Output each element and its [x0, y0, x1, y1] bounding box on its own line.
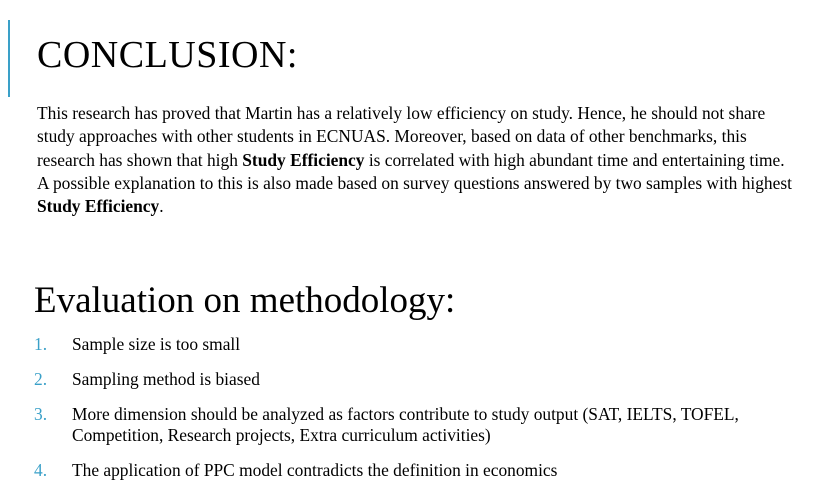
paragraph-text-3: . — [159, 196, 164, 217]
list-number: 3. — [34, 404, 48, 424]
accent-bar — [8, 20, 10, 97]
paragraph-bold-2: Study Efficiency — [37, 196, 160, 217]
list-item — [34, 404, 814, 446]
paragraph-text-1: This research has proved that Martin has a relatively low efficiency on study. Hence, he should not share study approaches with other students in ECNUAS. Moreover, based on data of other benchmarks, this research has shown that high — [37, 103, 766, 170]
paragraph-bold-1: Study Efficiency — [242, 149, 365, 170]
list-text: Sample size is too small — [72, 334, 241, 354]
list-text: Sampling method is biased — [72, 369, 260, 389]
conclusion-paragraph — [37, 102, 799, 218]
list-item — [34, 369, 814, 390]
list-item — [34, 334, 814, 355]
section-subtitle: Evaluation on methodology: — [34, 280, 456, 321]
methodology-list — [34, 334, 814, 495]
paragraph-text-2: is correlated with high abundant time and entertaining time. A possible explanation to this is also made based on survey questions answered by two samples with highest — [37, 149, 792, 193]
list-number: 4. — [34, 460, 48, 480]
list-number: 2. — [34, 369, 48, 389]
list-text: More dimension should be analyzed as factors contribute to study output (SAT, IELTS, TOFEL, Competition, Research projects, Extra curriculum activities) — [72, 404, 739, 445]
list-number: 1. — [34, 334, 48, 354]
list-text: The application of PPC model contradicts the definition in economics — [72, 460, 558, 480]
page-title: CONCLUSION: — [37, 34, 298, 76]
list-item — [34, 460, 814, 481]
